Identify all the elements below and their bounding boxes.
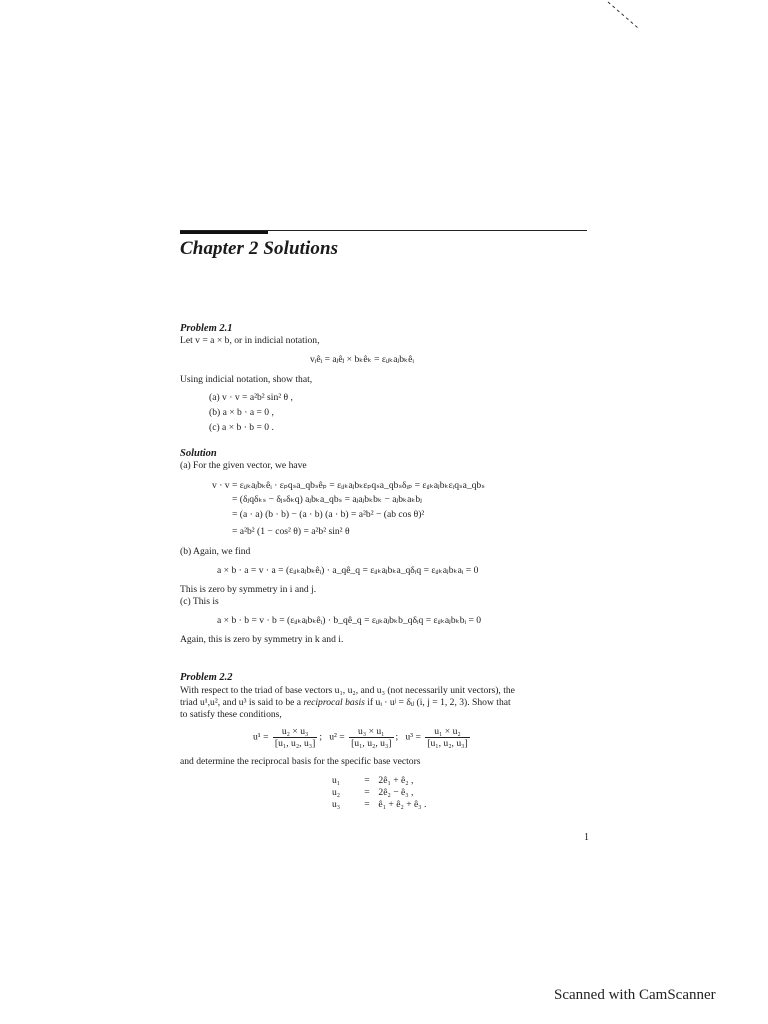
problem-2-1-heading: Problem 2.1	[180, 323, 233, 334]
problem-2-2-text-line-3: to satisfy these conditions,	[180, 709, 282, 720]
fraction-denominator: [u₁, u₂, u₃]	[351, 738, 392, 749]
problem-2-1-part-a: (a) v · v = a²b² sin² θ ,	[209, 392, 293, 403]
corner-scan-mark	[606, 0, 640, 30]
solution-part-b-note: This is zero by symmetry in i and j.	[180, 584, 317, 595]
separator: ;	[319, 731, 322, 743]
solution-part-a-line-1: v · v = εᵢⱼₖaⱼbₖêᵢ · εₚqₛa_qbₛêₚ = εᵢⱼₖaⱼbₖεₚqₛa_qbₛδᵢₚ = εᵢⱼₖaⱼbₖεᵢqₛa_qbₛ	[212, 480, 485, 491]
solution-part-b-intro: (b) Again, we find	[180, 546, 251, 557]
fraction-numerator: u₁ × u₂	[425, 726, 469, 738]
reciprocal-basis-term: reciprocal basis	[303, 697, 365, 708]
problem-2-2-text-line-1: With respect to the triad of base vectors u₁, u₂, and u₃ (not necessarily unit vectors), the	[180, 685, 515, 696]
recip-u1-fraction	[273, 726, 317, 749]
solution-heading: Solution	[180, 448, 217, 459]
basis-equals: =	[364, 799, 370, 810]
solution-part-a-intro: (a) For the given vector, we have	[180, 460, 307, 471]
solution-part-c-note: Again, this is zero by symmetry in k and i.	[180, 634, 344, 645]
problem-2-2-heading: Problem 2.2	[180, 672, 233, 683]
separator: ;	[395, 731, 399, 743]
solution-part-a-line-2: = (δⱼqδₖₛ − δⱼₛδₖq) aⱼbₖa_qbₛ = aⱼaⱼbₖbₖ − aⱼbₖaₖbⱼ	[232, 494, 422, 505]
solution-part-c-intro: (c) This is	[180, 596, 219, 607]
text-segment: triad u¹,u², and u³ is said to be a	[180, 697, 304, 708]
page-number: 1	[584, 832, 589, 843]
basis-row-1	[332, 775, 413, 787]
fraction-numerator: u₃ × u₁	[349, 726, 393, 738]
text-segment: if uᵢ · uʲ = δᵢⱼ (i, j = 1, 2, 3). Show that	[364, 697, 511, 708]
recip-u3-fraction	[425, 726, 469, 749]
recip-u3-lhs: u³ =	[405, 731, 421, 743]
basis-rhs: 2ê₁ + ê₂ ,	[378, 775, 414, 786]
recip-u2-fraction	[349, 726, 393, 749]
problem-2-1-part-b: (b) a × b · a = 0 ,	[209, 407, 274, 418]
fraction-denominator: [u₁, u₂, u₃]	[274, 738, 316, 749]
basis-equals: =	[364, 787, 370, 798]
solution-part-c-equation: a × b · b = v · b = (εᵢⱼₖaⱼbₖêᵢ) · b_qê_q = εᵢⱼₖaⱼbₖb_qδᵢq = εᵢⱼₖaⱼbₖbᵢ = 0	[217, 615, 482, 626]
basis-lhs: u₂	[332, 787, 341, 798]
problem-2-1-part-c: (c) a × b · b = 0 .	[209, 422, 274, 433]
reciprocal-basis-formulas	[253, 726, 472, 749]
chapter-rule-accent	[180, 231, 268, 234]
scanner-watermark: Scanned with CamScanner	[554, 987, 716, 1003]
basis-equals: =	[364, 775, 370, 786]
basis-rhs: ê₁ + ê₂ + ê₃ .	[378, 799, 427, 810]
recip-u2-lhs: u² =	[329, 731, 345, 743]
basis-row-3	[332, 799, 426, 811]
problem-2-1-equation: vᵢêᵢ = aⱼêⱼ × bₖêₖ = εᵢⱼₖaⱼbₖêᵢ	[310, 354, 414, 365]
basis-rhs: 2ê₂ − ê₃ ,	[378, 787, 414, 798]
fraction-denominator: [u₁, u₂, u₃]	[427, 738, 468, 749]
basis-lhs: u₃	[332, 799, 341, 810]
solution-part-a-line-4: = a²b² (1 − cos² θ) = a²b² sin² θ	[232, 526, 350, 537]
problem-2-2-text-line-2	[180, 697, 511, 709]
problem-2-1-instruction: Using indicial notation, show that,	[180, 374, 313, 385]
fraction-numerator: u₂ × u₃	[273, 726, 317, 738]
recip-u1-lhs: u¹ =	[253, 731, 269, 743]
problem-2-2-determine: and determine the reciprocal basis for the specific base vectors	[180, 756, 421, 767]
chapter-title: Chapter 2 Solutions	[180, 238, 339, 259]
problem-2-1-intro: Let v = a × b, or in indicial notation,	[180, 335, 320, 346]
solution-part-b-equation: a × b · a = v · a = (εᵢⱼₖaⱼbₖêᵢ) · a_qê_q = εᵢⱼₖaⱼbₖa_qδᵢq = εᵢⱼₖaⱼbₖaᵢ = 0	[217, 565, 479, 576]
basis-lhs: u₁	[332, 775, 341, 786]
basis-row-2	[332, 787, 413, 799]
solution-part-a-line-3: = (a · a) (b · b) − (a · b) (a · b) = a²b² − (ab cos θ)²	[232, 509, 425, 520]
